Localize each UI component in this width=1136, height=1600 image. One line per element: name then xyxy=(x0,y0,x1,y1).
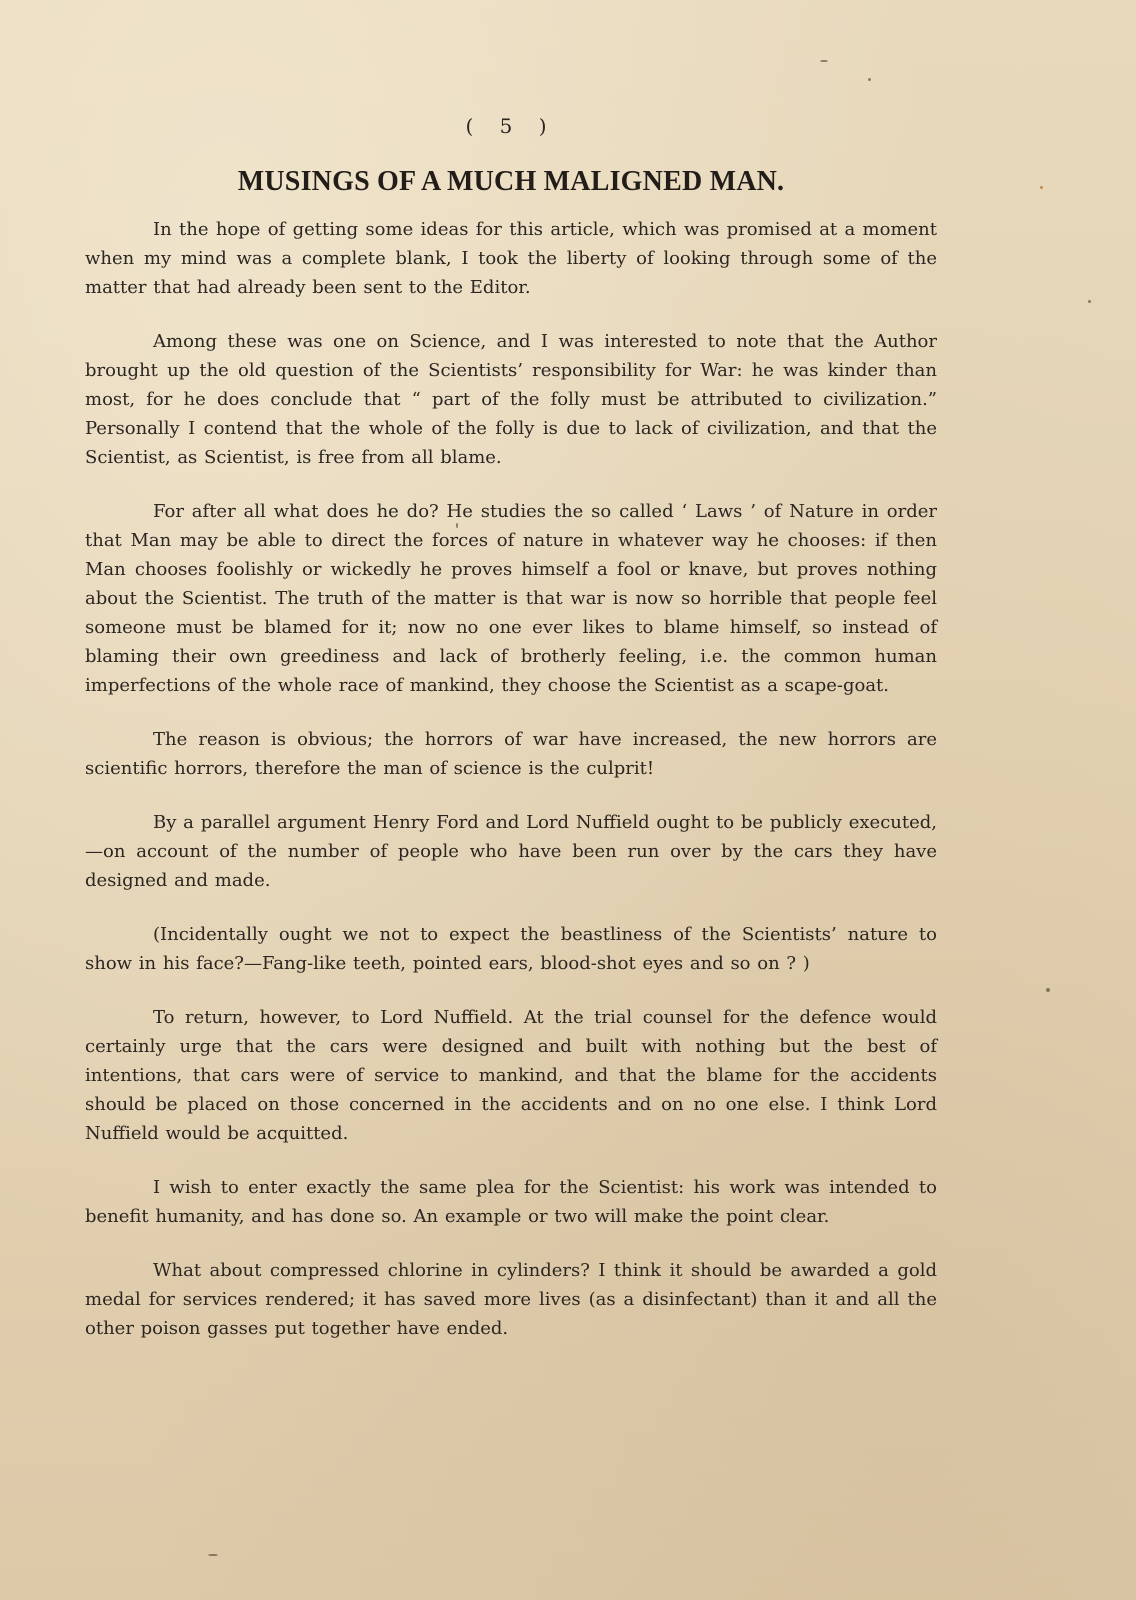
paper-speck xyxy=(1088,300,1091,303)
paragraph: In the hope of getting some ideas for this article, which was promised at a moment when my mind was a complete blank, I took the liberty of looking through some of the matter that had already been sent to the Editor. xyxy=(85,219,937,298)
paragraph: Among these was one on Science, and I was interested to note that the Author brought up the old question of the Scientists’ responsibility for War: he was kinder than most, for he does conclude that “ part of the folly must be attributed to civilization.” Personally I contend that the whole of the folly is due to lack of civilization, and that the Scientist, as Scientist, is free from all blame. xyxy=(85,331,937,468)
paragraph: To return, however, to Lord Nuffield. At the trial counsel for the defence would certainly urge that the cars were designed and built with nothing but the best of intentions, that cars were of service to mankind, and that the blame for the accidents should be placed on those concerned in the accidents and on no one else. I think Lord Nuffield would be acquitted. xyxy=(85,1007,937,1144)
paper-speck xyxy=(456,523,458,528)
paragraph: (Incidentally ought we not to expect the beastliness of the Scientists’ nature to show in his face?—Fang-like teeth, pointed ears, blood-shot eyes and so on ? ) xyxy=(85,924,937,974)
paragraph: By a parallel argument Henry Ford and Lord Nuffield ought to be publicly executed,—on account of the number of people who have been run over by the cars they have designed and made. xyxy=(85,812,937,891)
paragraph: I wish to enter exactly the same plea for the Scientist: his work was intended to benefit humanity, and has done so. An example or two will make the point clear. xyxy=(85,1177,937,1227)
paragraph: The reason is obvious; the horrors of war have increased, the new horrors are scientific horrors, therefore the man of science is the culprit! xyxy=(85,729,937,779)
paper-speck xyxy=(1040,186,1043,189)
paper-speck xyxy=(208,1554,218,1556)
article-body xyxy=(85,215,937,1368)
paragraph: What about compressed chlorine in cylinders? I think it should be awarded a gold medal for services rendered; it has saved more lives (as a disinfectant) than it and all the other poison gasses put together have ended. xyxy=(85,1260,937,1339)
paper-speck xyxy=(820,60,828,62)
page-number: ( 5 ) xyxy=(465,114,557,138)
paper-speck xyxy=(1046,988,1050,992)
paper-speck xyxy=(868,78,871,81)
paragraph: For after all what does he do? He studies the so called ‘ Laws ’ of Nature in order that Man may be able to direct the forces of nature in whatever way he chooses: if then Man chooses foolishly or wickedly he proves himself a fool or knave, but proves nothing about the Scientist. The truth of the matter is that war is now so horrible that people feel someone must be blamed for it; now no one ever likes to blame himself, so instead of blaming their own greediness and lack of brotherly feeling, i.e. the common human imperfections of the whole race of mankind, they choose the Scientist as a scape-goat. xyxy=(85,501,937,696)
article-title: MUSINGS OF A MUCH MALIGNED MAN. xyxy=(237,166,785,197)
